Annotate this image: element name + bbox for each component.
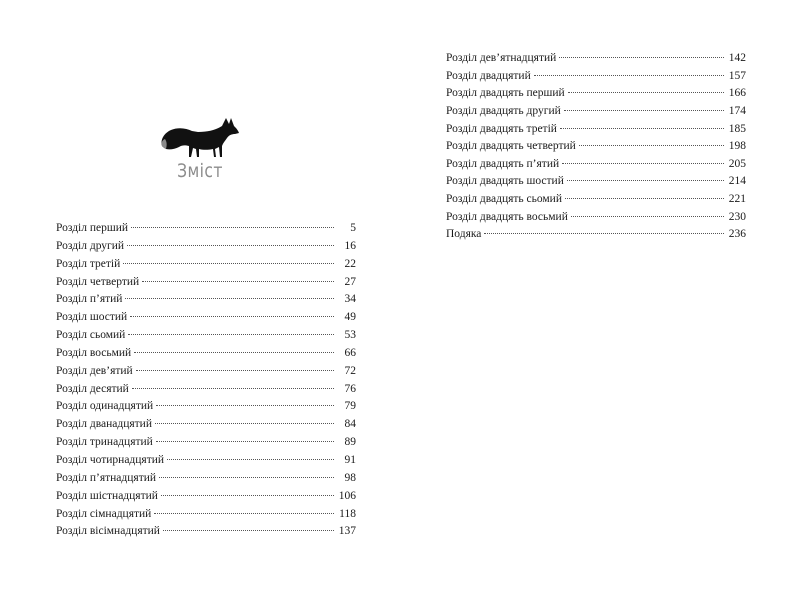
toc-entry[interactable] <box>56 256 356 274</box>
dot-leader <box>142 281 334 282</box>
dot-leader <box>560 128 724 129</box>
toc-entry-label: Розділ двадцять четвертий <box>446 140 576 153</box>
toc-entry-label: Розділ двадцять сьомий <box>446 193 562 206</box>
dot-leader <box>128 334 334 335</box>
toc-entry-page-number: 91 <box>344 453 356 466</box>
right-page <box>400 0 800 600</box>
toc-entry[interactable] <box>56 363 356 381</box>
toc-entry-label: Розділ шостий <box>56 311 128 324</box>
toc-entry-page-number: 230 <box>728 210 746 223</box>
dot-leader <box>136 370 334 371</box>
toc-entry[interactable] <box>446 226 746 244</box>
toc-entry[interactable] <box>56 309 356 327</box>
toc-entry-page-number: 118 <box>339 507 356 520</box>
toc-entry[interactable] <box>56 452 356 470</box>
dot-leader <box>131 227 334 228</box>
toc-entry-page-number: 34 <box>344 293 356 306</box>
toc-entry-label: Розділ двадцятий <box>446 69 531 82</box>
dot-leader <box>163 530 334 531</box>
toc-entry-page-number: 157 <box>728 69 746 82</box>
toc-entry[interactable] <box>56 506 356 524</box>
toc-entry-label: Розділ дев’ятий <box>56 364 133 377</box>
toc-list-right <box>446 50 746 244</box>
dot-leader <box>571 216 724 217</box>
toc-entry-page-number: 27 <box>344 275 356 288</box>
dot-leader <box>564 110 724 111</box>
toc-entry[interactable] <box>56 523 356 541</box>
toc-entry[interactable] <box>56 345 356 363</box>
fox-silhouette-icon <box>158 112 240 160</box>
toc-entry-label: Розділ дев’ятнадцятий <box>446 52 557 64</box>
dot-leader <box>159 477 334 478</box>
toc-entry-label: Розділ двадцять другий <box>446 104 561 117</box>
toc-entry-page-number: 89 <box>344 436 356 449</box>
toc-entry[interactable] <box>446 85 746 103</box>
dot-leader <box>156 405 334 406</box>
toc-entry-label: Розділ двадцять перший <box>446 87 565 100</box>
dot-leader <box>562 163 724 164</box>
toc-entry-label: Розділ двадцять третій <box>446 122 557 135</box>
toc-entry-page-number: 198 <box>728 140 746 153</box>
dot-leader <box>534 75 724 76</box>
toc-entry-label: Розділ п’ятий <box>56 293 123 306</box>
dot-leader <box>127 245 334 246</box>
toc-entry[interactable] <box>56 470 356 488</box>
toc-entry[interactable] <box>446 103 746 121</box>
toc-entry-page-number: 49 <box>344 311 356 324</box>
toc-entry-label: Подяка <box>446 228 482 241</box>
toc-entry[interactable] <box>56 398 356 416</box>
toc-entry-label: Розділ двадцять восьмий <box>446 210 568 223</box>
toc-entry-label: Розділ восьмий <box>56 346 132 359</box>
toc-entry-page-number: 79 <box>344 400 356 413</box>
toc-entry-label: Розділ третій <box>56 257 121 270</box>
dot-leader <box>123 263 334 264</box>
dot-leader <box>125 298 334 299</box>
toc-entry-page-number: 214 <box>728 175 746 188</box>
toc-entry-label: Розділ дванадцятий <box>56 418 152 431</box>
toc-entry[interactable] <box>56 291 356 309</box>
toc-entry[interactable] <box>56 381 356 399</box>
toc-entry-page-number: 98 <box>344 471 356 484</box>
dot-leader <box>484 233 724 234</box>
toc-entry[interactable] <box>446 173 746 191</box>
toc-entry-page-number: 106 <box>338 489 356 502</box>
toc-entry-label: Розділ сімнадцятий <box>56 507 152 520</box>
dot-leader <box>156 441 334 442</box>
toc-entry-label: Розділ вісімнадцятий <box>56 525 160 538</box>
toc-entry-page-number: 53 <box>344 329 356 342</box>
dot-leader <box>132 388 334 389</box>
toc-entry-page-number: 236 <box>728 228 746 241</box>
toc-entry-page-number: 166 <box>728 87 746 100</box>
toc-entry[interactable] <box>446 121 746 139</box>
dot-leader <box>161 495 334 496</box>
toc-entry-page-number: 174 <box>728 104 746 117</box>
toc-entry-label: Розділ тринадцятий <box>56 436 153 449</box>
toc-entry[interactable] <box>446 68 746 86</box>
toc-entry-label: Розділ десятий <box>56 382 129 395</box>
toc-entry-page-number: 16 <box>344 239 356 252</box>
toc-entry[interactable] <box>446 156 746 174</box>
dot-leader <box>568 92 724 93</box>
toc-entry-page-number: 205 <box>728 157 746 170</box>
toc-entry-label: Розділ шістнадцятий <box>56 489 158 502</box>
toc-entry[interactable] <box>446 191 746 209</box>
dot-leader <box>130 316 334 317</box>
dot-leader <box>565 198 724 199</box>
toc-entry-label: Розділ другий <box>56 239 125 252</box>
toc-entry-page-number: 142 <box>728 52 746 64</box>
toc-entry-label: Розділ одинадцятий <box>56 400 154 413</box>
toc-entry-label: Розділ сьомий <box>56 329 126 342</box>
toc-entry[interactable] <box>56 327 356 345</box>
toc-entry-page-number: 66 <box>344 346 356 359</box>
toc-entry[interactable] <box>56 488 356 506</box>
dot-leader <box>579 145 724 146</box>
toc-entry[interactable] <box>56 416 356 434</box>
dot-leader <box>134 352 334 353</box>
toc-entry-page-number: 185 <box>728 122 746 135</box>
toc-entry[interactable] <box>446 50 746 68</box>
toc-entry-page-number: 72 <box>344 364 356 377</box>
toc-entry-page-number: 5 <box>350 222 356 234</box>
toc-entry-page-number: 221 <box>728 193 746 206</box>
dot-leader <box>155 423 334 424</box>
toc-entry-page-number: 76 <box>344 382 356 395</box>
toc-list-left <box>56 220 356 541</box>
toc-entry[interactable] <box>56 434 356 452</box>
toc-entry[interactable] <box>56 220 356 238</box>
toc-entry-label: Розділ перший <box>56 222 129 234</box>
toc-entry-page-number: 84 <box>344 418 356 431</box>
toc-title: Зміст <box>177 160 223 182</box>
toc-entry-label: Розділ чотирнадцятий <box>56 453 165 466</box>
dot-leader <box>154 513 334 514</box>
toc-entry[interactable] <box>56 238 356 256</box>
toc-entry[interactable] <box>446 209 746 227</box>
toc-entry[interactable] <box>446 138 746 156</box>
toc-entry-page-number: 137 <box>338 525 356 538</box>
toc-entry-label: Розділ двадцять п’ятий <box>446 157 560 170</box>
dot-leader <box>559 57 724 58</box>
toc-entry-label: Розділ двадцять шостий <box>446 175 564 188</box>
toc-entry[interactable] <box>56 274 356 292</box>
dot-leader <box>167 459 334 460</box>
dot-leader <box>567 180 724 181</box>
toc-entry-label: Розділ п’ятнадцятий <box>56 471 157 484</box>
toc-entry-label: Розділ четвертий <box>56 275 140 288</box>
toc-entry-page-number: 22 <box>344 257 356 270</box>
